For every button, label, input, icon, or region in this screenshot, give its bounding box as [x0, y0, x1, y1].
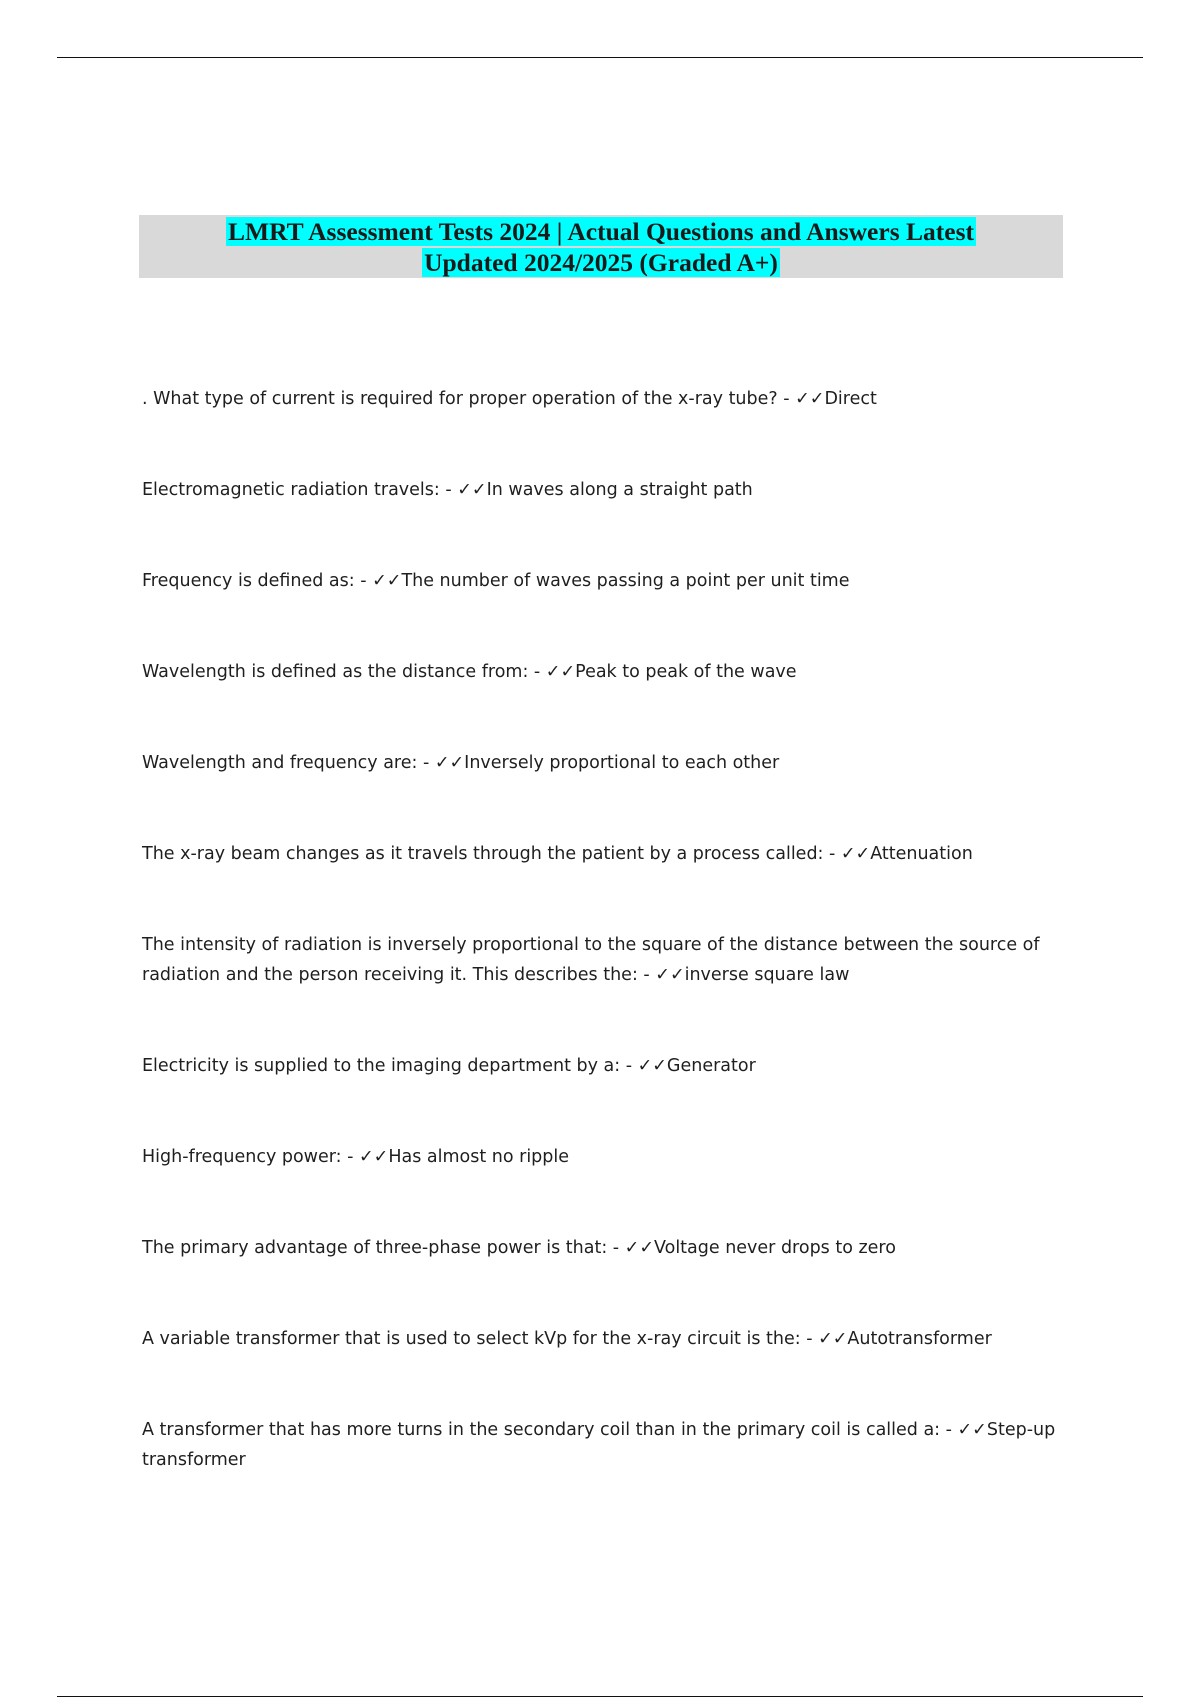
- qa-item: A variable transformer that is used to select kVp for the x-ray circuit is the: - ✓✓Autotransformer: [142, 1329, 992, 1349]
- qa-item: Wavelength is defined as the distance from: - ✓✓Peak to peak of the wave: [142, 662, 797, 682]
- qa-item: The intensity of radiation is inversely proportional to the square of the distance between the source of radiation and the person receiving it. This describes the: - ✓✓inverse square law: [142, 935, 1040, 985]
- qa-item: The x-ray beam changes as it travels through the patient by a process called: - ✓✓Attenuation: [142, 844, 973, 864]
- document-title: [139, 215, 1063, 278]
- question-answer-list: [142, 384, 1072, 1475]
- qa-item: Wavelength and frequency are: - ✓✓Inversely proportional to each other: [142, 753, 780, 773]
- qa-item: Electromagnetic radiation travels: - ✓✓In waves along a straight path: [142, 480, 753, 500]
- qa-item: A transformer that has more turns in the secondary coil than in the primary coil is called a: - ✓✓Step-up transformer: [142, 1420, 1056, 1470]
- title-line-1: LMRT Assessment Tests 2024 | Actual Questions and Answers Latest: [228, 217, 974, 246]
- top-rule: [57, 57, 1143, 58]
- qa-item: The primary advantage of three-phase power is that: - ✓✓Voltage never drops to zero: [142, 1238, 896, 1258]
- qa-item: Electricity is supplied to the imaging department by a: - ✓✓Generator: [142, 1056, 756, 1076]
- bottom-rule: [57, 1696, 1143, 1697]
- title-line-2: Updated 2024/2025 (Graded A+): [424, 248, 778, 277]
- qa-item: Frequency is defined as: - ✓✓The number of waves passing a point per unit time: [142, 571, 850, 591]
- qa-item: High-frequency power: - ✓✓Has almost no ripple: [142, 1147, 570, 1167]
- qa-item: . What type of current is required for proper operation of the x-ray tube? - ✓✓Direct: [142, 389, 877, 409]
